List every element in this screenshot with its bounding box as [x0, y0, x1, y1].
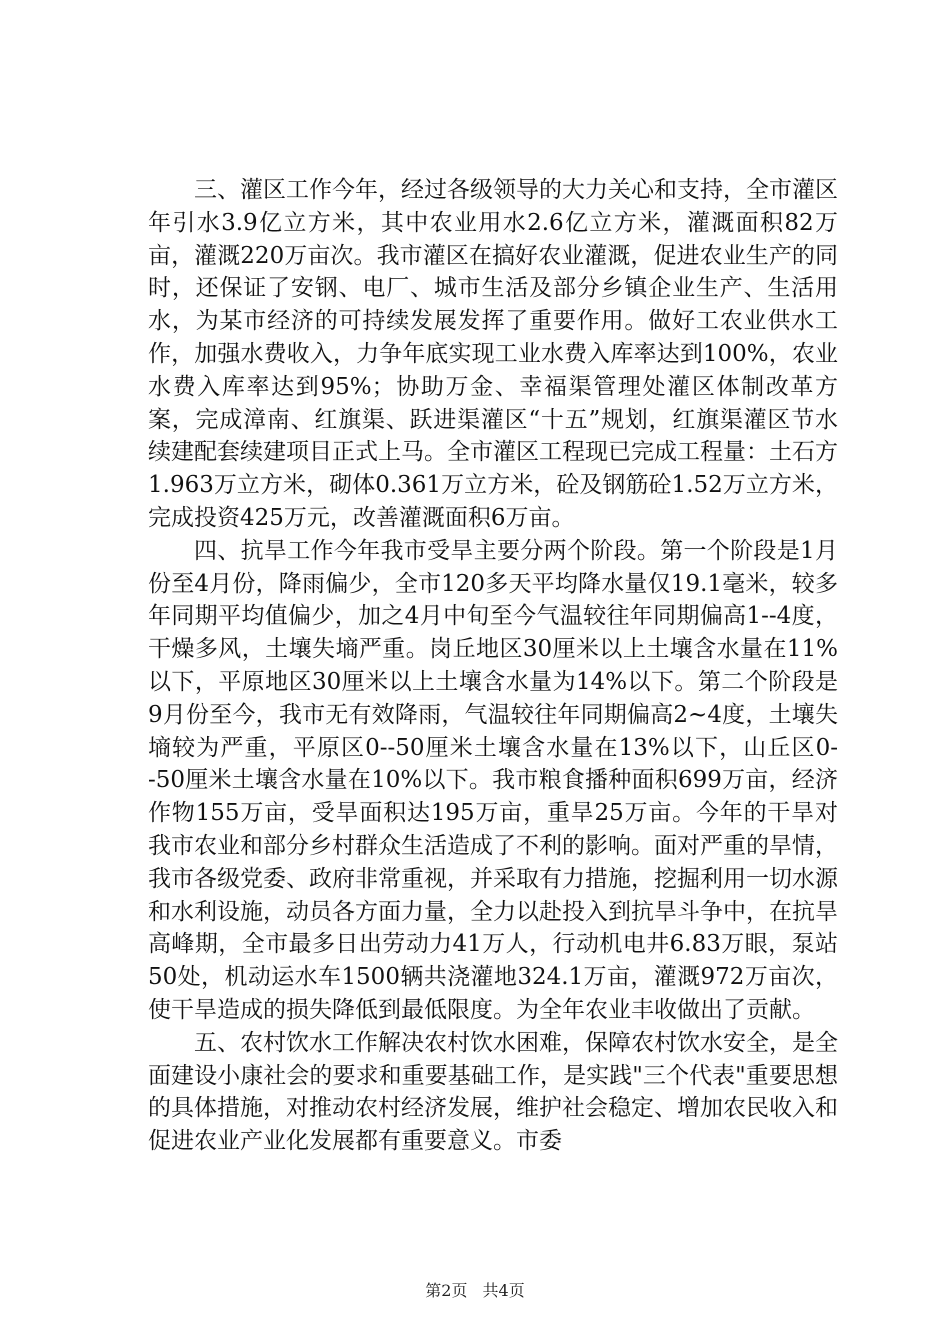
paragraph-rural-drinking-water: 五、农村饮水工作解决农村饮水困难，保障农村饮水安全，是全面建设小康社会的要求和重要基础工作，是实践"三个代表"重要思想的具体措施，对推动农村经济发展，维护社会稳定、增加农民收入和促进农业产业化发展都有重要意义。市委	[148, 1029, 838, 1155]
total-pages: 共4页	[482, 1281, 525, 1300]
paragraph-irrigation-district: 三、灌区工作今年，经过各级领导的大力关心和支持，全市灌区年引水3.9亿立方米，其中农业用水2.6亿立方米，灌溉面积82万亩，灌溉220万亩次。我市灌区在搞好农业灌溉，促进农业生产的同时，还保证了安钢、电厂、城市生活及部分乡镇企业生产、生活用水，为某市经济的可持续发展发挥了重要作用。做好工农业供水工作，加强水费收入，力争年底实现工业水费入库率达到100%，农业水费入库率达到95%；协助万金、幸福渠管理处灌区体制改革方案，完成漳南、红旗渠、跃进渠灌区“十五”规划，红旗渠灌区节水续建配套续建项目正式上马。全市灌区工程现已完成工程量：土石方1.963万立方米，砌体0.361万立方米，砼及钢筋砼1.52万立方米，完成投资425万元，改善灌溉面积6万亩。	[148, 177, 838, 531]
paragraph-drought-relief: 四、抗旱工作今年我市受旱主要分两个阶段。第一个阶段是1月份至4月份，降雨偏少，全市120多天平均降水量仅19.1毫米，较多年同期平均值偏少，加之4月中旬至今气温较往年同期偏高1--4度，干燥多风，土壤失墒严重。岗丘地区30厘米以上土壤含水量在11%以下，平原地区30厘米以上土壤含水量为14%以下。第二个阶段是9月份至今，我市无有效降雨，气温较往年同期偏高2~4度，土壤失墒较为严重，平原区0--50厘米土壤含水量在13%以下，山丘区0--50厘米土壤含水量在10%以下。我市粮食播种面积699万亩，经济作物155万亩，受旱面积达195万亩，重旱25万亩。今年的干旱对我市农业和部分乡村群众生活造成了不利的影响。面对严重的旱情，我市各级党委、政府非常重视，并采取有力措施，挖掘利用一切水源和水利设施，动员各方面力量，全力以赴投入到抗旱斗争中，在抗旱高峰期，全市最多日出劳动力41万人，行动机电井6.83万眼，泵站50处，机动运水车1500辆共浇灌地324.1万亩，灌溉972万亩次，使干旱造成的损失降低到最低限度。为全年农业丰收做出了贡献。	[148, 537, 838, 1023]
document-body	[148, 174, 838, 1158]
page-number: 第2页	[425, 1281, 468, 1300]
page-footer	[0, 1278, 950, 1301]
